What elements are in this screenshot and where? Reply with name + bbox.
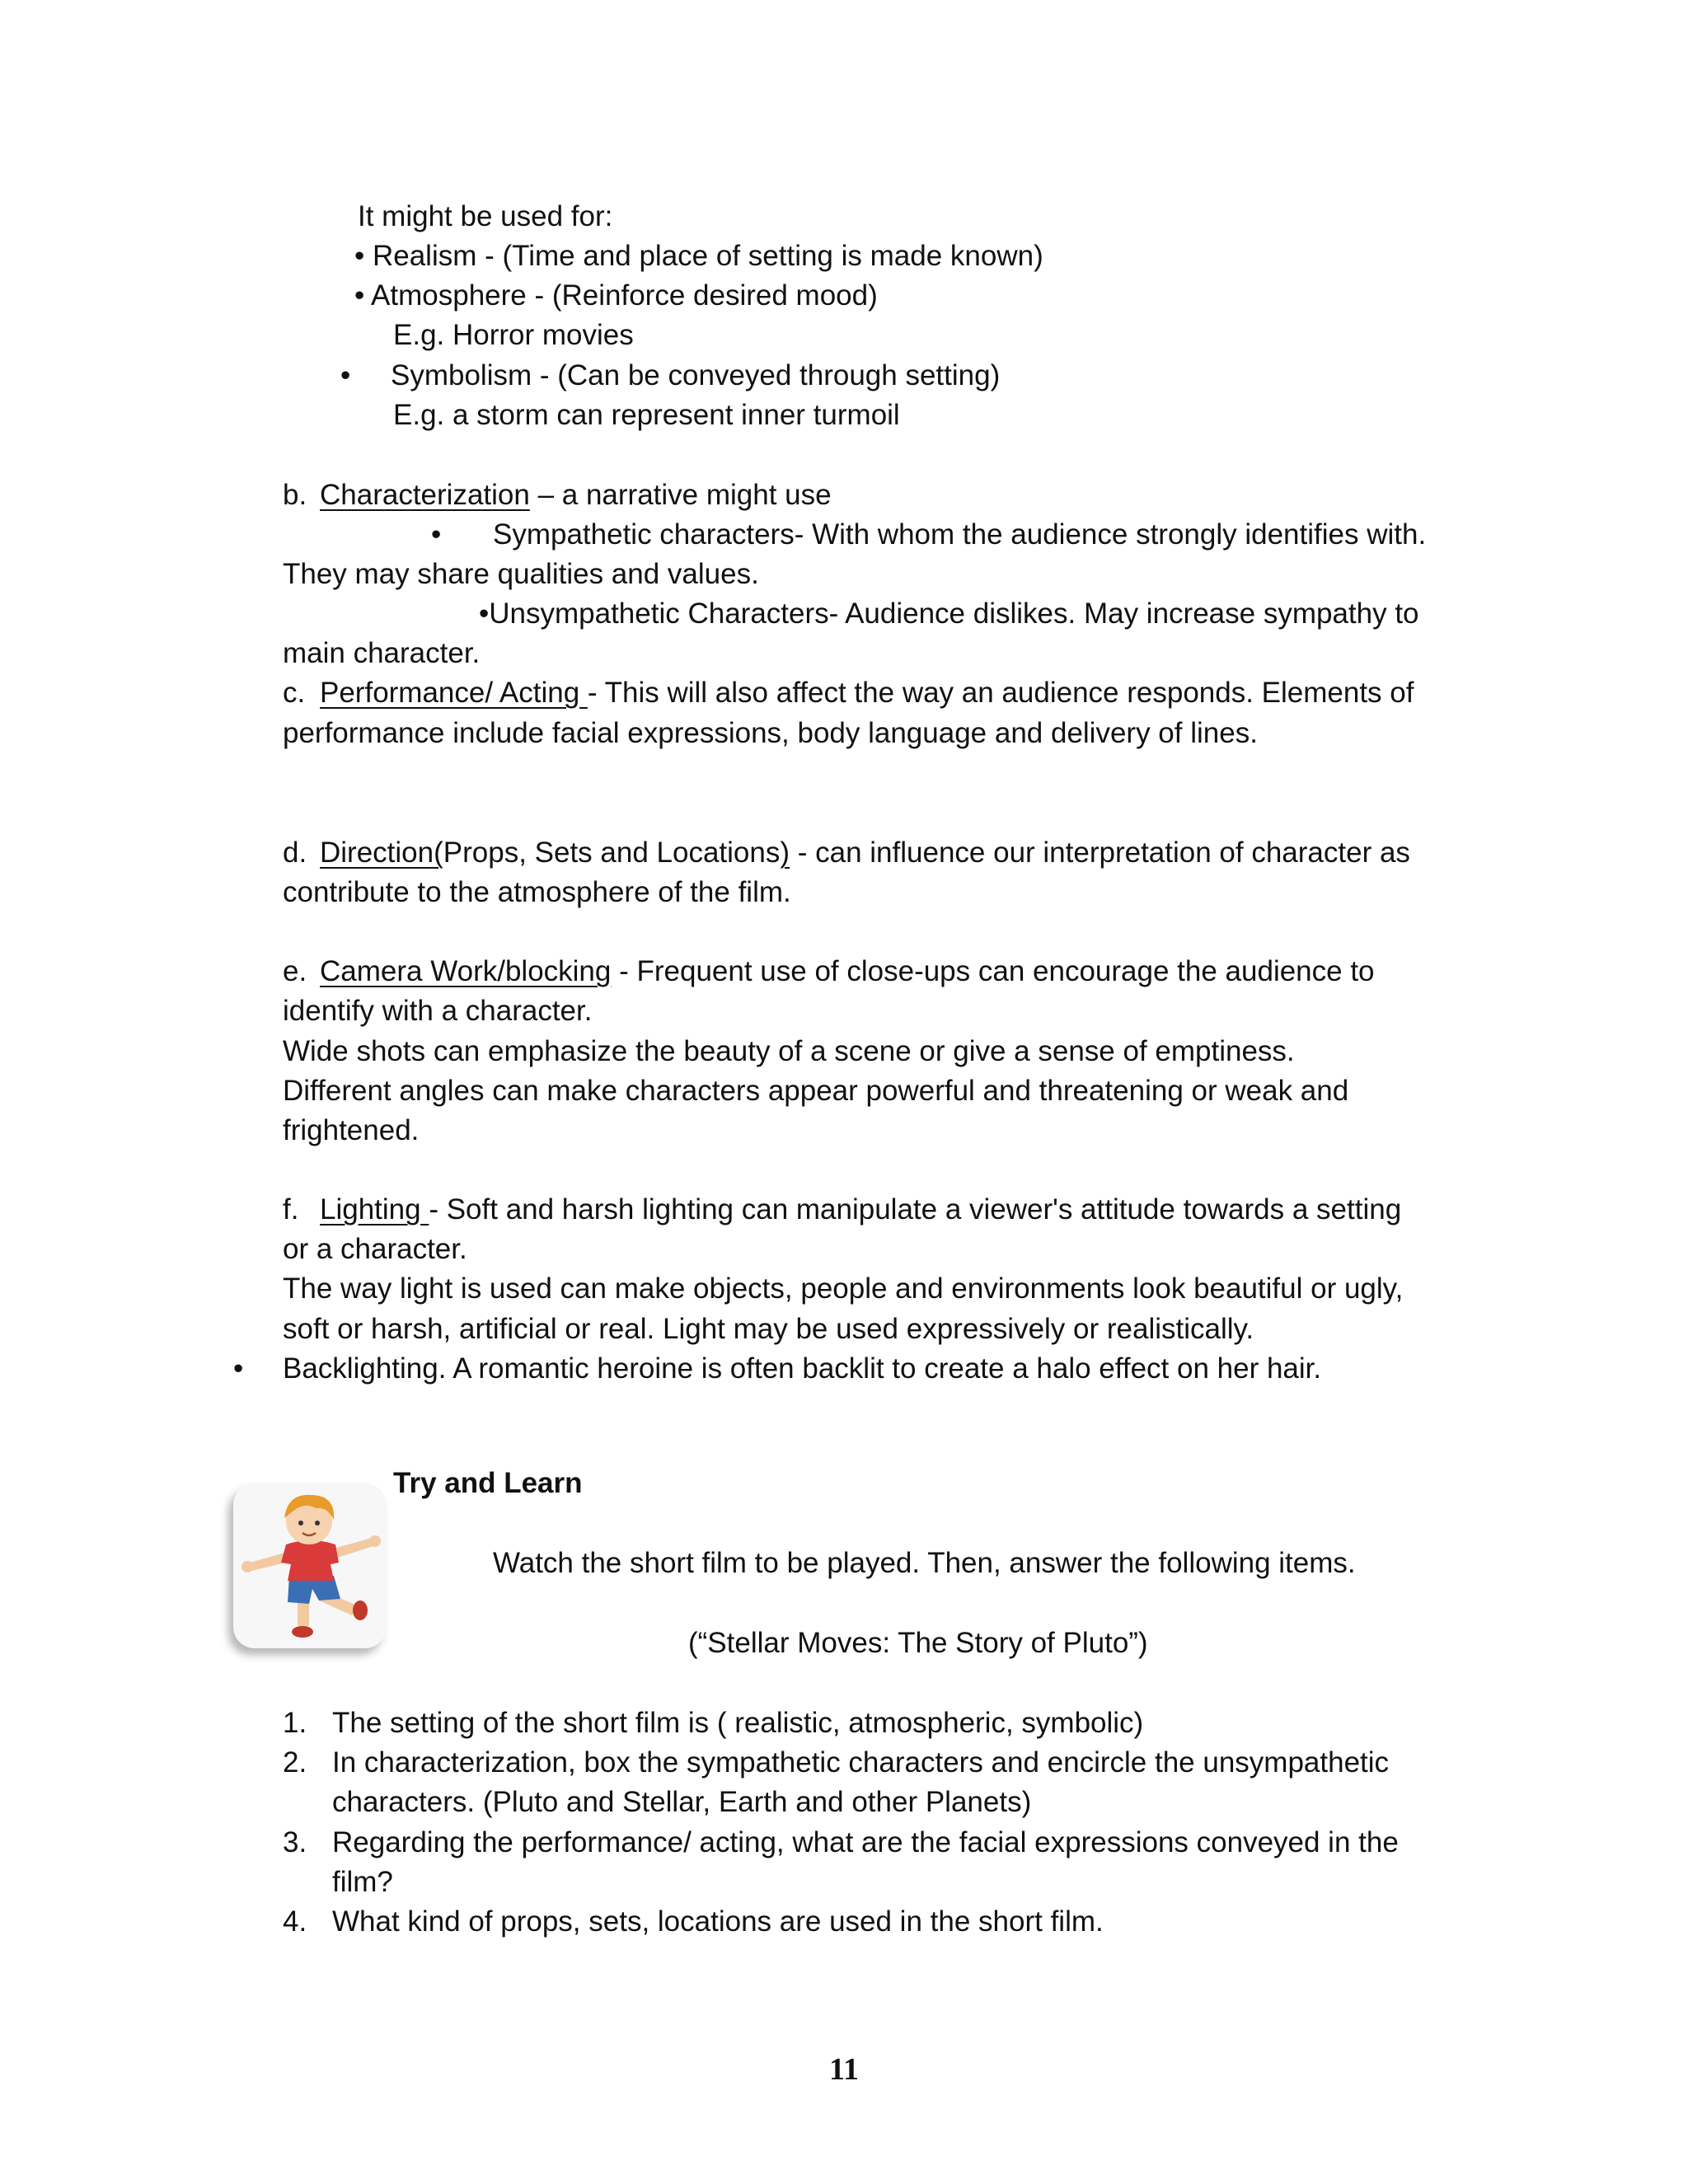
section-d-letter: d. bbox=[283, 837, 307, 869]
question-text-cont: film? bbox=[332, 1866, 393, 1898]
boy-clipart-icon bbox=[233, 1483, 387, 1648]
bullet: • bbox=[340, 359, 351, 391]
section-e-line: frightened. bbox=[283, 1114, 420, 1146]
section-d-heading bbox=[320, 838, 1410, 867]
question-text-cont: characters. (Pluto and Stellar, Earth and other Planets) bbox=[332, 1786, 1032, 1818]
section-f-term: Lighting bbox=[320, 1193, 429, 1226]
section-d-term: Direction( bbox=[320, 837, 443, 869]
section-f-rest: - Soft and harsh lighting can manipulate a viewer's attitude towards a setting bbox=[429, 1193, 1402, 1226]
section-e-term: Camera Work/blocking bbox=[320, 955, 612, 987]
section-c-line: performance include facial expressions, body language and delivery of lines. bbox=[283, 717, 1258, 749]
shirt bbox=[281, 1540, 339, 1581]
atmosphere-example: E.g. Horror movies bbox=[393, 319, 634, 351]
section-f-heading bbox=[320, 1195, 1401, 1224]
shoe-right bbox=[353, 1601, 368, 1620]
section-b-line: They may share qualities and values. bbox=[283, 558, 759, 590]
section-f-line: soft or harsh, artificial or real. Light may be used expressively or realistically. bbox=[283, 1313, 1254, 1345]
section-d-rest: - can influence our interpretation of character as bbox=[790, 837, 1410, 869]
section-c-letter: c. bbox=[283, 677, 306, 709]
section-b-term: Characterization bbox=[320, 479, 530, 511]
page-number: 11 bbox=[829, 2052, 859, 2087]
section-e-line: Wide shots can emphasize the beauty of a scene or give a sense of emptiness. bbox=[283, 1035, 1295, 1067]
section-b-heading bbox=[320, 480, 832, 509]
section-f-line: The way light is used can make objects, people and environments look beautiful or ugly, bbox=[283, 1272, 1404, 1305]
try-learn-instruction: Watch the short film to be played. Then, answer the following items. bbox=[493, 1547, 1356, 1579]
section-c-term: Performance/ Acting bbox=[320, 677, 588, 709]
question-text: What kind of props, sets, locations are used in the short film. bbox=[332, 1905, 1104, 1938]
question-text: In characterization, box the sympathetic characters and encircle the unsympathetic bbox=[332, 1746, 1390, 1779]
eye-right bbox=[315, 1521, 320, 1526]
question-text: Regarding the performance/ acting, what are the facial expressions conveyed in the bbox=[332, 1826, 1399, 1858]
try-learn-title: Try and Learn bbox=[393, 1467, 583, 1499]
section-c-rest: - This will also affect the way an audience responds. Elements of bbox=[587, 677, 1414, 709]
section-e-line: identify with a character. bbox=[283, 995, 593, 1027]
boy-clipart bbox=[233, 1483, 387, 1648]
section-e-line: Different angles can make characters appear powerful and threatening or weak and bbox=[283, 1075, 1349, 1107]
section-e-letter: e. bbox=[283, 955, 307, 987]
film-title: (“Stellar Moves: The Story of Pluto”) bbox=[688, 1627, 1148, 1659]
section-d-line: contribute to the atmosphere of the film. bbox=[283, 876, 791, 908]
section-b-letter: b. bbox=[283, 479, 307, 511]
intro-heading: It might be used for: bbox=[358, 200, 613, 232]
section-e-heading bbox=[320, 957, 1375, 986]
question-text: The setting of the short film is ( realistic, atmospheric, symbolic) bbox=[332, 1707, 1144, 1739]
bullet: • bbox=[233, 1352, 244, 1385]
question-number: 3. bbox=[283, 1826, 307, 1858]
bullet: • bbox=[431, 518, 442, 551]
section-b-line: main character. bbox=[283, 637, 481, 669]
section-f-letter: f. bbox=[283, 1193, 299, 1226]
shoe-left bbox=[292, 1626, 313, 1638]
section-b-line: Sympathetic characters- With whom the audience strongly identifies with. bbox=[493, 518, 1427, 551]
section-e-rest: - Frequent use of close-ups can encourage the audience to bbox=[611, 955, 1375, 987]
symbolism-example: E.g. a storm can represent inner turmoil bbox=[393, 399, 900, 431]
eye-left bbox=[298, 1521, 303, 1526]
section-f-line: or a character. bbox=[283, 1233, 467, 1265]
section-d-term-end: ) bbox=[780, 837, 790, 869]
hand-right bbox=[369, 1535, 381, 1547]
question-number: 4. bbox=[283, 1905, 307, 1938]
list-item-atmosphere: • Atmosphere - (Reinforce desired mood) bbox=[354, 279, 878, 312]
section-c-heading bbox=[320, 678, 1414, 707]
list-item-realism: • Realism - (Time and place of setting is made known) bbox=[354, 240, 1043, 272]
section-f-line: Backlighting. A romantic heroine is often backlit to create a halo effect on her hair. bbox=[283, 1352, 1322, 1385]
list-item-symbolism: Symbolism - (Can be conveyed through setting) bbox=[391, 359, 1001, 391]
section-d-term-mid: Props, Sets and Locations bbox=[443, 837, 781, 869]
section-b-line: •Unsympathetic Characters- Audience dislikes. May increase sympathy to bbox=[479, 598, 1419, 630]
hand-left bbox=[241, 1561, 253, 1572]
question-number: 2. bbox=[283, 1746, 307, 1779]
question-number: 1. bbox=[283, 1707, 307, 1739]
section-b-rest: – a narrative might use bbox=[529, 479, 832, 511]
